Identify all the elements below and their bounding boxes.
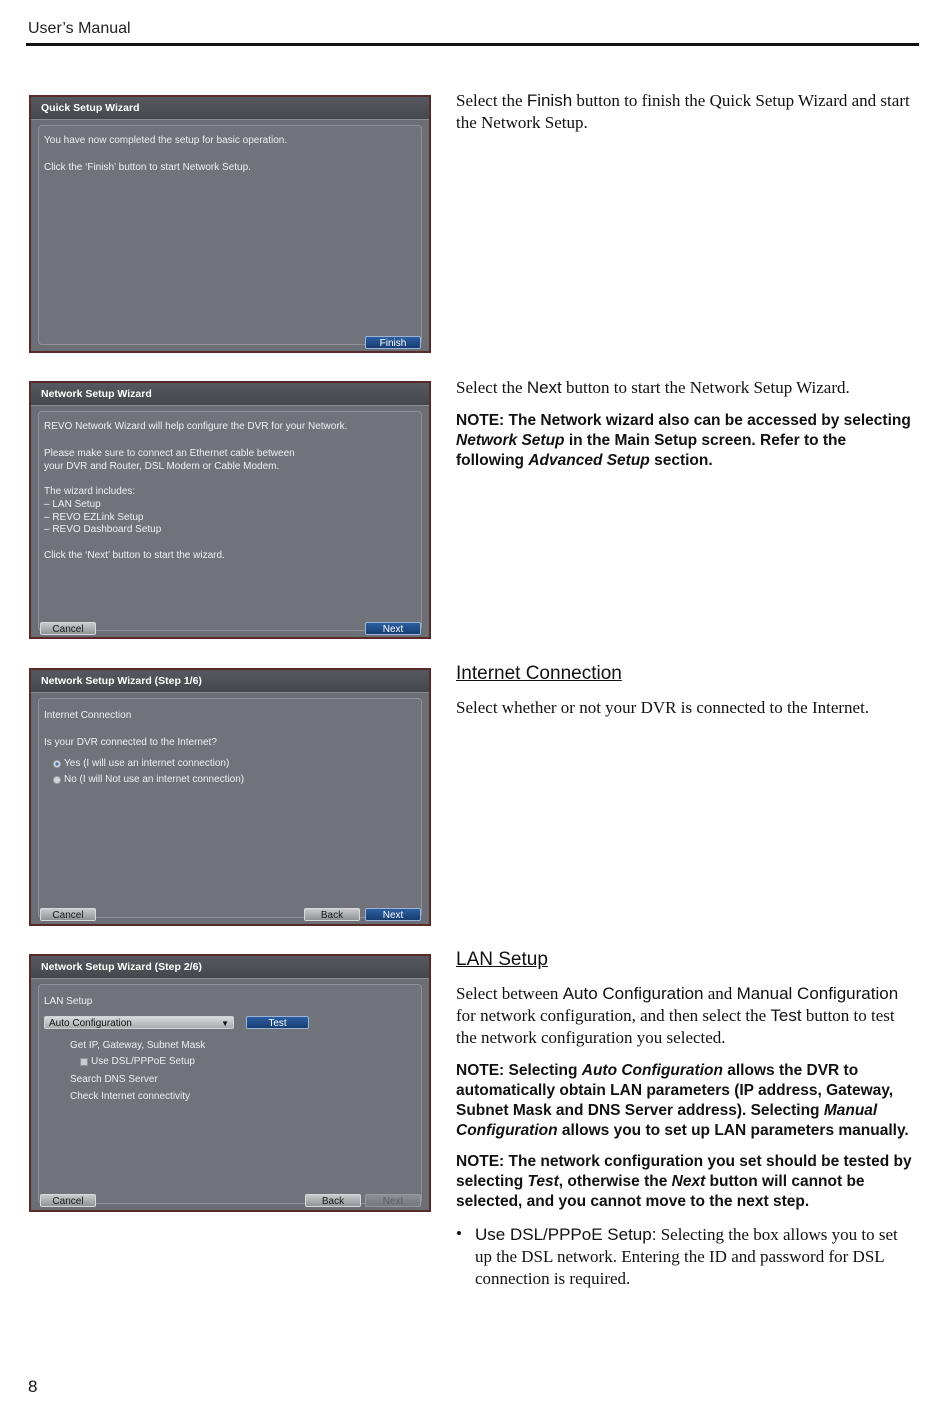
text-run: Advanced Setup <box>528 452 650 469</box>
panel-line: – REVO Dashboard Setup <box>44 524 162 535</box>
cancel-button[interactable]: Cancel <box>40 908 96 921</box>
panel-line: REVO Network Wizard will help configure the DVR for your Network. <box>44 421 348 432</box>
step1-screenshot <box>29 668 431 926</box>
text-run: allows you to set up LAN parameters manually. <box>557 1122 909 1139</box>
text-run: button will cannot be selected, and you cannot move to the next step. <box>456 1173 865 1210</box>
text-run: Auto Configuration <box>562 984 704 1003</box>
text-run: button to finish the Quick Setup Wizard and start the Network Setup. <box>456 91 910 132</box>
text-run: Test <box>770 1006 802 1025</box>
panel-line: your DVR and Router, DSL Modem or Cable Modem. <box>44 461 280 472</box>
note-network-wizard <box>456 411 918 471</box>
chevron-down-icon: ▼ <box>221 1019 229 1028</box>
text-run: Next <box>671 1173 706 1190</box>
finish-button[interactable]: Finish <box>365 336 421 349</box>
panel-title: Network Setup Wizard (Step 1/6) <box>31 670 429 693</box>
text-run: and <box>703 984 737 1003</box>
dsl-pppoe-label: Use DSL/PPPoE Setup <box>91 1056 195 1067</box>
text-run: Manual Configuration <box>736 984 899 1003</box>
text-run: Network Setup <box>456 432 565 449</box>
next-button[interactable]: Next <box>365 622 421 635</box>
section-label: LAN Setup <box>44 996 93 1007</box>
bullet-icon: • <box>456 1224 462 1243</box>
panel-line: Click the ‘Next’ button to start the wizard. <box>44 550 225 561</box>
text-run: NOTE: Selecting <box>456 1062 582 1079</box>
text-run: Manual Configuration <box>456 1102 878 1139</box>
panel-title: Quick Setup Wizard <box>31 97 429 120</box>
lan-item: Search DNS Server <box>70 1074 158 1085</box>
radio-yes-label: Yes (I will use an internet connection) <box>64 758 230 769</box>
configuration-select[interactable] <box>44 1016 234 1029</box>
radio-no[interactable] <box>53 776 61 784</box>
next-term: Next <box>526 378 562 397</box>
text-run: for network configuration, and then select the <box>456 1006 771 1025</box>
panel-line: Click the ‘Finish’ button to start Network Setup. <box>44 162 251 173</box>
step2-screenshot <box>29 954 431 1212</box>
panel-line: – LAN Setup <box>44 499 101 510</box>
panel-body <box>38 125 422 345</box>
radio-no-label: No (I will Not use an internet connection) <box>64 774 245 785</box>
question-label: Is your DVR connected to the Internet? <box>44 737 217 748</box>
panel-title: Network Setup Wizard <box>31 383 429 406</box>
dsl-pppoe-checkbox[interactable] <box>80 1058 88 1066</box>
text-run: Use DSL/PPPoE Setup: <box>475 1225 657 1244</box>
quick-setup-wizard-screenshot <box>29 95 431 353</box>
panel-line: Please make sure to connect an Ethernet cable between <box>44 448 295 459</box>
cancel-button[interactable]: Cancel <box>40 1194 96 1207</box>
page-number: 8 <box>28 1377 38 1396</box>
internet-connection-heading: Internet Connection <box>456 663 622 684</box>
running-header: User’s Manual <box>28 20 131 37</box>
next-button-disabled: Next <box>365 1194 421 1207</box>
header-rule <box>26 43 919 46</box>
text-run: Select the <box>456 378 527 397</box>
text-run: Selecting the box allows you to set up the DSL network. Entering the ID and password for DSL connection is required. <box>475 1225 898 1288</box>
lan-item: Check Internet connectivity <box>70 1091 191 1102</box>
lan-setup-body <box>456 983 918 1049</box>
lan-setup-heading: LAN Setup <box>456 949 548 970</box>
panel-line: – REVO EZLink Setup <box>44 512 144 523</box>
finish-description <box>456 90 918 134</box>
internet-connection-body: Select whether or not your DVR is connected to the Internet. <box>456 698 870 717</box>
finish-term: Finish <box>526 91 573 110</box>
next-button[interactable]: Next <box>365 908 421 921</box>
panel-title: Network Setup Wizard (Step 2/6) <box>31 956 429 979</box>
note-auto-configuration <box>456 1061 918 1141</box>
note-test-required <box>456 1152 918 1212</box>
text-run: NOTE: The network configuration you set should be tested by selecting <box>456 1153 912 1190</box>
text-run: in the Main Setup screen. Refer to the following <box>456 432 847 469</box>
network-setup-wizard-screenshot <box>29 381 431 639</box>
text-run: button to start the Network Setup Wizard. <box>561 378 850 397</box>
next-description <box>456 377 918 399</box>
section-label: Internet Connection <box>44 710 132 721</box>
text-run: button to test the network configuration you selected. <box>456 1006 895 1047</box>
text-run: allows the DVR to automatically obtain LAN parameters (IP address, Gateway, Subnet Mask and DNS Server address). Selecting <box>456 1062 894 1119</box>
panel-body <box>38 698 422 918</box>
panel-line: The wizard includes: <box>44 486 136 497</box>
text-run: NOTE: The Network wizard also can be accessed by selecting <box>456 412 911 429</box>
radio-yes[interactable] <box>53 760 61 768</box>
text-run: section. <box>649 452 713 469</box>
test-button[interactable]: Test <box>246 1016 309 1029</box>
text-run: , otherwise the <box>558 1173 672 1190</box>
configuration-select-value: Auto Configuration <box>49 1018 132 1029</box>
cancel-button[interactable]: Cancel <box>40 622 96 635</box>
lan-item: Get IP, Gateway, Subnet Mask <box>70 1040 206 1051</box>
text-run: Test <box>527 1173 559 1190</box>
panel-line: You have now completed the setup for basic operation. <box>44 135 288 146</box>
text-run: Select the <box>456 91 527 110</box>
dsl-bullet-text <box>475 1224 918 1290</box>
back-button[interactable]: Back <box>304 908 360 921</box>
text-run: Auto Configuration <box>581 1062 723 1079</box>
text-run: Select between <box>456 984 563 1003</box>
back-button[interactable]: Back <box>305 1194 361 1207</box>
